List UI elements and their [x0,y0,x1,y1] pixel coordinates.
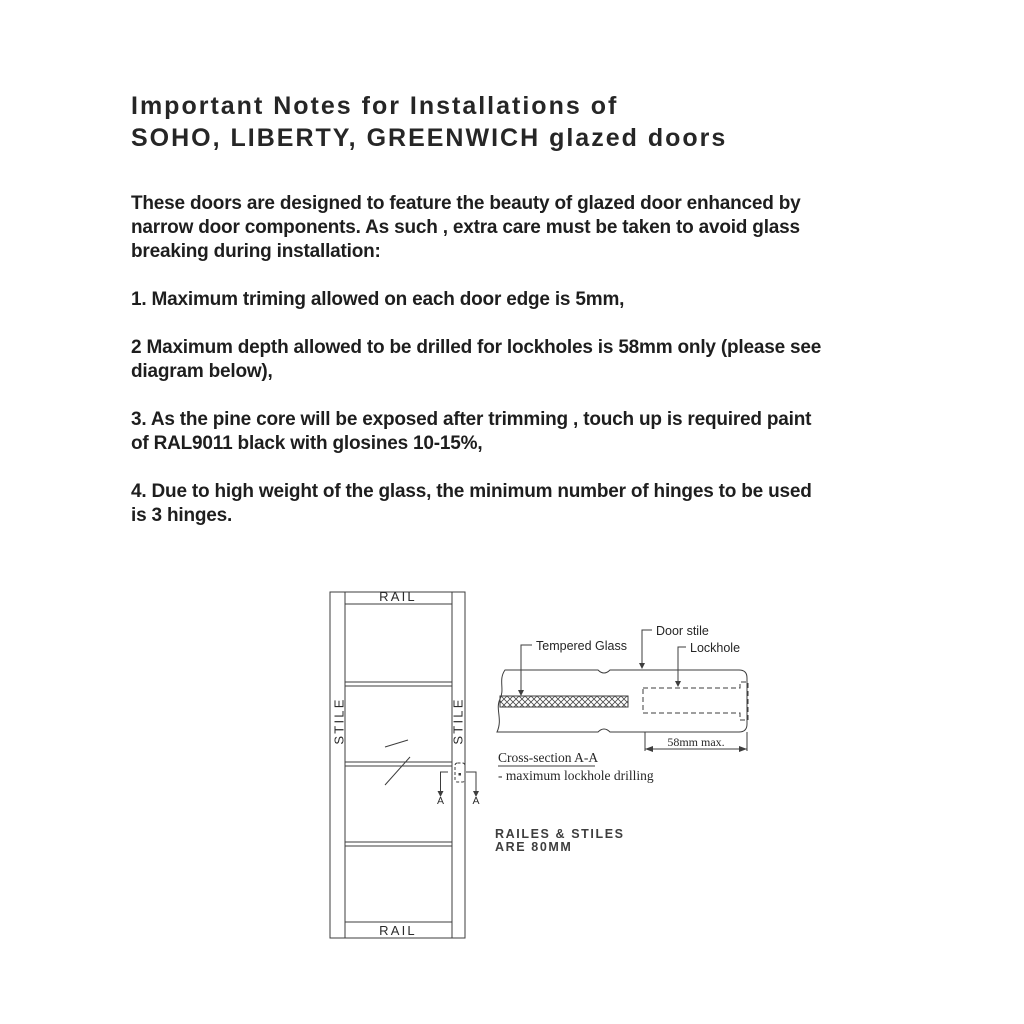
section-arrow-left [441,772,449,792]
rails-stiles-note-line-1: RAILES & STILES [495,827,625,841]
note-item-2 [131,336,821,384]
note-line: 2 Maximum depth allowed to be drilled for lockholes is 58mm only (please see [131,337,822,358]
lockhole-label: Lockhole [690,641,741,655]
door-outline [330,592,465,938]
tempered-glass-strip [500,696,628,707]
tempered-glass-arrowhead [518,690,524,696]
stile-left-label: STILE [331,697,347,745]
door-stile-arrowhead [639,663,645,669]
stile-right-label: STILE [450,697,466,745]
lockhole-dot [459,773,462,776]
dimension-arrow-left [645,746,653,752]
intro-paragraph [131,192,801,264]
cross-section-diagram [495,624,748,854]
note-line: 1. Maximum triming allowed on each door edge is 5mm, [131,289,625,310]
installation-diagram [300,585,770,965]
cross-section-caption-title: Cross-section A-A [498,750,599,765]
section-label-right: A [472,795,480,807]
page-title-line-2: SOHO, LIBERTY, GREENWICH glazed doors [131,124,728,152]
tempered-glass-leader [521,645,532,691]
glass-mark [385,740,408,747]
section-label-left: A [436,795,445,807]
note-item-3 [131,408,811,456]
rail-bottom-label: RAIL [379,923,417,938]
dimension-label: 58mm max. [667,735,725,749]
rails-stiles-note-line-2: ARE 80MM [495,840,573,854]
intro-line: narrow door components. As such , extra care must be taken to avoid glass [131,217,800,238]
intro-line: These doors are designed to feature the beauty of glazed door enhanced by [131,193,801,214]
note-item-4 [131,480,812,528]
note-line: 3. As the pine core will be exposed after trimming , touch up is required paint [131,409,812,430]
note-line: is 3 hinges. [131,505,233,526]
door-elevation [330,589,480,938]
tempered-glass-label: Tempered Glass [536,639,628,653]
lockhole-dashed-outline [643,682,748,720]
cross-section-caption-subtitle: - maximum lockhole drilling [498,768,654,783]
lockhole-position-marker [455,763,465,782]
dimension-arrow-right [739,746,747,752]
lockhole-arrowhead [675,681,681,687]
note-item-1 [131,288,624,312]
door-stile-label: Door stile [656,624,709,638]
note-line: of RAL9011 black with glosines 10-15%, [131,433,483,454]
glass-mark [385,757,410,785]
intro-line: breaking during installation: [131,241,381,262]
page-title-line-1: Important Notes for Installations of [131,92,619,120]
page-title [131,90,727,154]
section-arrow-right [466,772,476,792]
note-line: diagram below), [131,361,273,382]
door-stile-leader [642,630,652,664]
lockhole-leader [678,647,686,682]
rail-top-label: RAIL [379,589,417,604]
note-line: 4. Due to high weight of the glass, the minimum number of hinges to be used [131,481,812,502]
